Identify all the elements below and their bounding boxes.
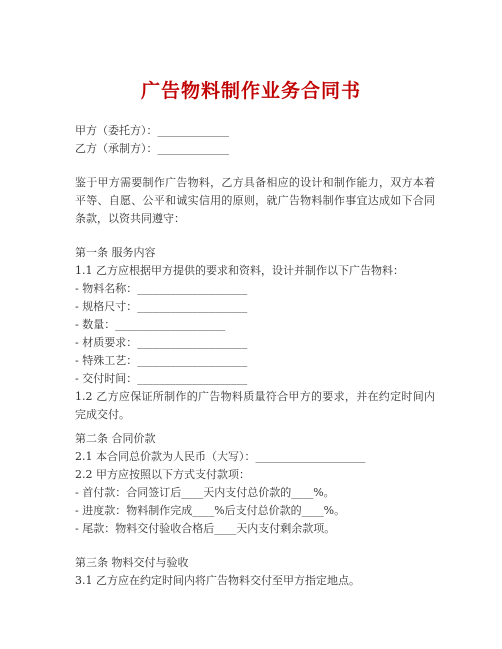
list-item: - 交付时间：____________________ <box>75 372 248 385</box>
list-item: - 首付款：合同签订后____天内支付总价款的____%。 <box>75 486 335 499</box>
party-b-line: 乙方（承制方）：_____________ <box>75 142 229 155</box>
preamble-paragraph: 鉴于甲方需要制作广告物料，乙方具备相应的设计和制作能力，双方本着平等、自愿、公平和诚实信用的原则，就广告物料制作事宜达成如下合同条款，以资共同遵守： <box>75 176 435 225</box>
clause-1-2: 1.2 乙方应保证所制作的广告物料质量符合甲方的要求，并在约定时间内完成交付。 <box>75 390 435 421</box>
list-item: - 规格尺寸：____________________ <box>75 300 248 313</box>
list-item: - 数量：____________________ <box>75 318 226 331</box>
article-2 <box>75 430 435 538</box>
article-2-heading: 第二条 合同价款 <box>75 432 156 445</box>
party-a-line: 甲方（委托方）：_____________ <box>75 124 229 137</box>
clause-2-1: 2.1 本合同总价款为人民币（大写）：____________________ <box>75 450 366 463</box>
article-3-heading: 第三条 物料交付与验收 <box>75 556 189 569</box>
article-1 <box>75 244 435 424</box>
list-item: - 尾款：物料交付验收合格后____天内支付剩余款项。 <box>75 522 336 535</box>
list-item: - 物料名称：____________________ <box>75 282 248 295</box>
document-title: 广告物料制作业务合同书 <box>140 80 361 102</box>
clause-1-1: 1.1 乙方应根据甲方提供的要求和资料，设计并制作以下广告物料： <box>75 264 404 277</box>
list-item: - 特殊工艺：____________________ <box>75 354 248 367</box>
article-1-heading: 第一条 服务内容 <box>75 246 156 259</box>
parties-block <box>75 122 435 158</box>
list-item: - 材质要求：____________________ <box>75 336 248 349</box>
clause-3-1: 3.1 乙方应在约定时间内将广告物料交付至甲方指定地点。 <box>75 574 360 587</box>
article-3 <box>75 554 435 590</box>
list-item: - 进度款：物料制作完成____%后支付总价款的____%。 <box>75 504 346 517</box>
clause-2-2: 2.2 甲方应按照以下方式支付款项： <box>75 468 250 481</box>
